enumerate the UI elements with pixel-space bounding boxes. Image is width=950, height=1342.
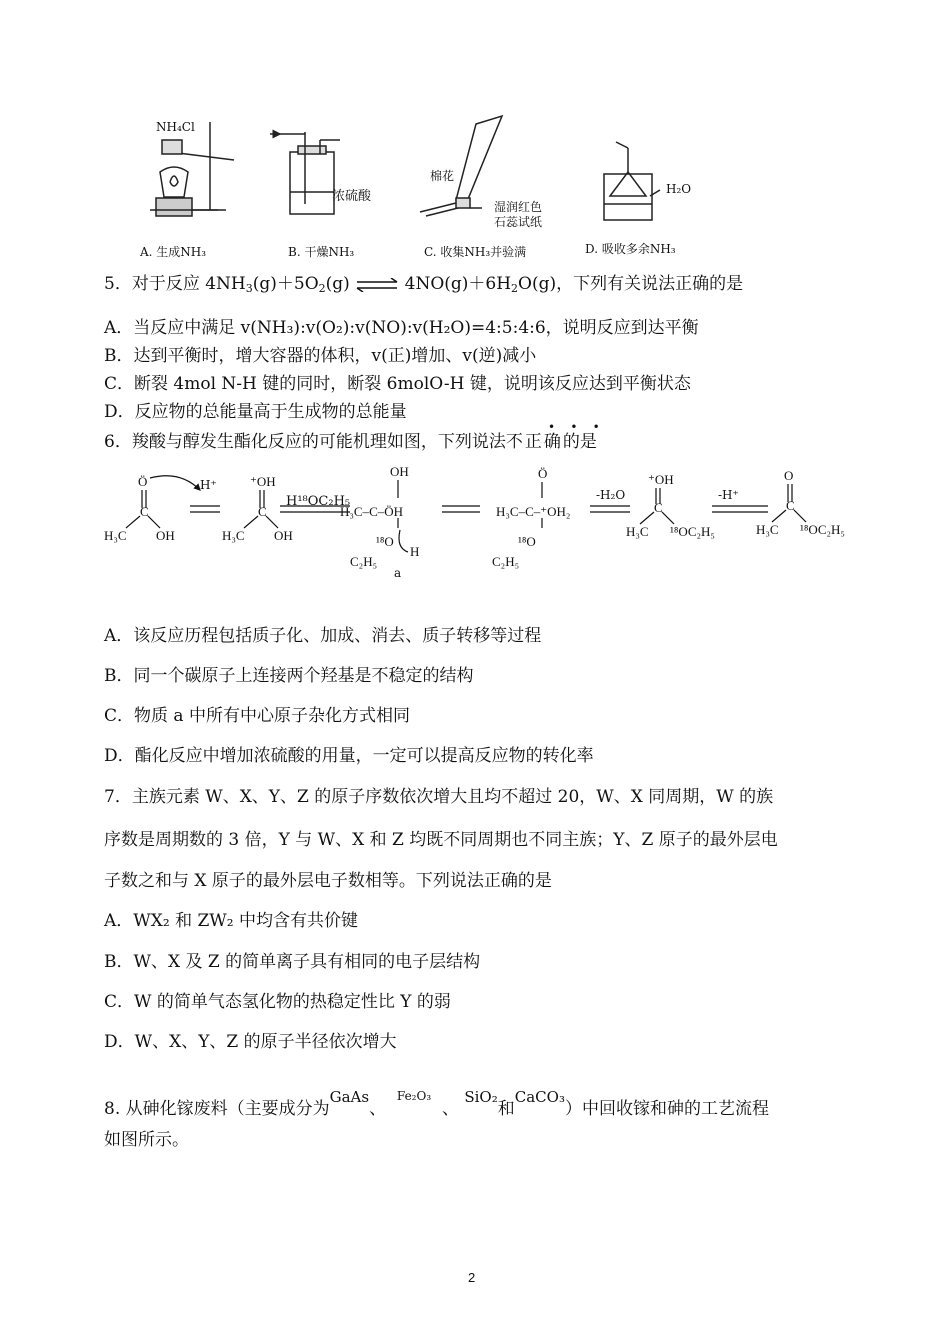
q7-stem-line-2: 序数是周期数的 3 倍，Y 与 W、X 和 Z 均既不同周期也不同主族；Y、Z 原子的最外层电	[104, 830, 778, 850]
q5-option-a: A．当反应中满足 v(NH₃):v(O₂):v(NO):v(H₂O)=4:5:4:6，说明反应到达平衡	[104, 318, 699, 338]
svg-text:¹⁸OC₂H₅: ¹⁸OC₂H₅	[670, 524, 715, 539]
apparatus-c	[420, 116, 502, 216]
q5-stem: 5．对于反应 $4NH_3(g)+5O_2(g)$ $4NO(g)+6H_2O(g)$，下列有关说法正确的是	[104, 274, 744, 295]
q6-option-b: B．同一个碳原子上连接两个羟基是不稳定的结构	[104, 666, 474, 686]
q5-option-c: C．断裂 4mol N-H 键的同时，断裂 6molO-H 键，说明该反应达到平衡状态	[104, 374, 691, 394]
apparatus-b	[270, 132, 340, 214]
intermediate-a-label: a	[394, 566, 402, 580]
q6-stem: 6．羧酸与醇发生酯化反应的可能机理如图，下列说法不正确的是	[104, 432, 597, 452]
svg-text:C: C	[258, 504, 267, 519]
apparatus-a	[150, 122, 234, 216]
svg-text:Ö: Ö	[538, 466, 548, 481]
cotton-label: 棉花	[430, 169, 455, 183]
svg-text:¹⁸O: ¹⁸O	[518, 534, 536, 549]
q7-option-b: B．W、X 及 Z 的简单离子具有相同的电子层结构	[104, 952, 481, 972]
svg-text:H₃C–C–⁺OH₂: H₃C–C–⁺OH₂	[496, 504, 571, 519]
h-plus-label: H⁺	[200, 478, 217, 492]
svg-text:H₃C: H₃C	[222, 528, 245, 543]
svg-text:⁺OH: ⁺OH	[250, 474, 276, 489]
q7-stem-line-1: 7．主族元素 W、X、Y、Z 的原子序数依次增大且均不超过 20，W、X 同周期，W 的族	[104, 787, 774, 807]
svg-text:H: H	[410, 544, 420, 559]
reagent-label: H¹⁸OC₂H₅	[286, 494, 351, 509]
q7-stem-line-3: 子数之和与 X 原子的最外层电子数相等。下列说法正确的是	[104, 871, 552, 891]
q8-stem-line-2: 如图所示。	[104, 1130, 189, 1150]
minus-h2o-label: -H₂O	[596, 488, 626, 502]
q6-option-a: A．该反应历程包括质子化、加成、消去、质子转移等过程	[104, 626, 542, 646]
svg-text:C: C	[654, 500, 663, 515]
svg-text:H₃C–C–ÖH: H₃C–C–ÖH	[340, 504, 404, 519]
apparatus-d	[604, 142, 660, 220]
paper-label-2: 石蕊试纸	[494, 215, 543, 229]
h2so4-label: 浓硫酸	[332, 189, 372, 204]
svg-text:OH: OH	[390, 464, 409, 479]
emphasis-dots: • • •	[548, 420, 600, 434]
svg-text:OH: OH	[274, 528, 293, 543]
q5-option-d: D．反应物的总能量高于生成物的总能量	[104, 402, 407, 422]
page-number: 2	[468, 1270, 476, 1285]
svg-text:Ö: Ö	[138, 474, 148, 489]
q8-stem-line-1: 8. 从砷化镓废料（主要成分为GaAs、 $^{Fe_2O_3}$ 、 SiO₂和CaCO₃）中回收镓和砷的工艺流程	[104, 1088, 769, 1119]
caption-d: D. 吸收多余NH₃	[585, 242, 676, 256]
minus-h-plus-label: -H⁺	[718, 488, 739, 502]
svg-text:¹⁸OC₂H₅: ¹⁸OC₂H₅	[800, 522, 845, 537]
caption-c: C. 收集NH₃并验满	[424, 245, 527, 259]
caption-b: B. 干燥NH₃	[288, 245, 355, 259]
q7-option-c: C．W 的简单气态氢化物的热稳定性比 Y 的弱	[104, 992, 451, 1012]
q7-option-d: D．W、X、Y、Z 的原子半径依次增大	[104, 1032, 397, 1052]
emphasis-not-correct: 不正确	[505, 432, 563, 452]
paper-label-1: 湿润红色	[494, 200, 543, 214]
svg-text:C: C	[140, 504, 149, 519]
svg-text:C: C	[786, 498, 795, 513]
q6-option-d: D．酯化反应中增加浓硫酸的用量，一定可以提高反应物的转化率	[104, 746, 594, 766]
svg-text:O: O	[784, 468, 794, 483]
svg-text:OH: OH	[156, 528, 175, 543]
equilibrium-arrow-icon	[355, 278, 399, 292]
nh4cl-label: NH₄Cl	[156, 120, 195, 134]
svg-text:⁺OH: ⁺OH	[648, 472, 674, 487]
svg-text:H₃C: H₃C	[626, 524, 649, 539]
svg-text:H₃C: H₃C	[104, 528, 127, 543]
q5-option-b: B．达到平衡时，增大容器的体积，v(正)增加、v(逆)减小	[104, 346, 537, 366]
svg-text:H₃C: H₃C	[756, 522, 779, 537]
q7-option-a: A．WX₂ 和 ZW₂ 中均含有共价键	[104, 911, 358, 931]
svg-text:C₂H₅: C₂H₅	[350, 554, 378, 569]
svg-text:¹⁸O: ¹⁸O	[376, 534, 394, 549]
q6-option-c: C．物质 a 中所有中心原子杂化方式相同	[104, 706, 410, 726]
svg-text:C₂H₅: C₂H₅	[492, 554, 520, 569]
caption-a: A. 生成NH₃	[140, 245, 207, 259]
water-label: H₂O	[666, 182, 692, 196]
